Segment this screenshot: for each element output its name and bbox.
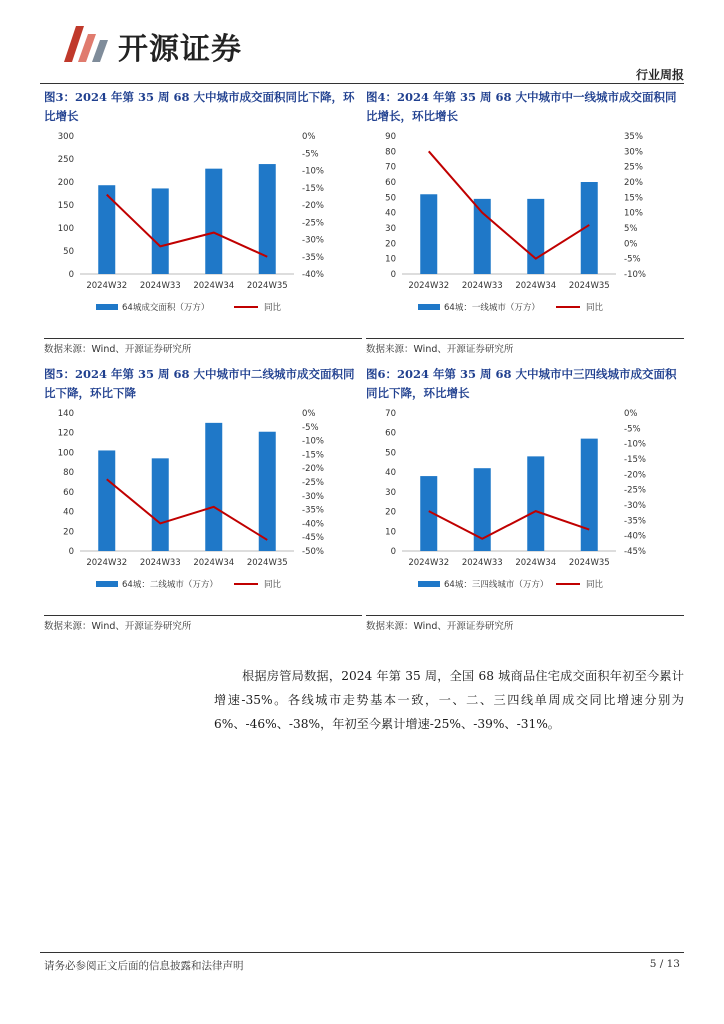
y-tick-label: 140 bbox=[57, 409, 74, 419]
y2-tick-label: -10% bbox=[624, 439, 646, 450]
y2-tick-label: -40% bbox=[302, 270, 324, 280]
legend-label: 同比 bbox=[264, 580, 282, 590]
y2-tick-label: 35% bbox=[624, 132, 643, 142]
y2-tick-label: -35% bbox=[302, 252, 324, 263]
body-paragraph: 根据房管局数据，2024 年第 35 周，全国 68 城商品住宅成交面积年初至今累计增速-35%。各线城市走势基本一致，一、二、三四线单周成交同比增速分别为 6%、-46%、-38%，年初至今累计增速-25%、-39%、-31%。 bbox=[214, 669, 684, 731]
x-tick-label: 2024W33 bbox=[139, 281, 181, 291]
y2-tick-label: -15% bbox=[302, 450, 324, 461]
legend-label: 64城：一线城市（万方） bbox=[444, 303, 540, 313]
figure-4 bbox=[366, 88, 684, 355]
bar bbox=[152, 188, 169, 274]
y2-tick-label: -35% bbox=[624, 516, 646, 527]
x-tick-label: 2024W34 bbox=[193, 558, 235, 568]
bar bbox=[259, 432, 276, 551]
y2-tick-label: -5% bbox=[302, 149, 319, 160]
y2-tick-label: -30% bbox=[624, 501, 646, 511]
figure-divider bbox=[44, 338, 362, 339]
legend-label: 64城：二线城市（万方） bbox=[122, 580, 218, 590]
bar bbox=[420, 194, 437, 274]
chart-figure-4 bbox=[366, 128, 684, 328]
legend-label: 同比 bbox=[264, 303, 282, 313]
x-tick-label: 2024W35 bbox=[246, 558, 288, 568]
bar bbox=[205, 423, 222, 551]
figure-title: 图3：2024 年第 35 周 68 大中城市成交面积同比下降，环比增长 bbox=[44, 90, 355, 123]
y-tick-label: 0 bbox=[68, 547, 74, 557]
y-tick-label: 200 bbox=[57, 178, 74, 188]
x-tick-label: 2024W34 bbox=[515, 558, 557, 568]
y2-tick-label: -30% bbox=[302, 491, 324, 502]
y-tick-label: 100 bbox=[57, 448, 74, 459]
y2-tick-label: -20% bbox=[302, 201, 324, 211]
x-tick-label: 2024W35 bbox=[568, 281, 610, 291]
y2-tick-label: 10% bbox=[624, 208, 643, 219]
y2-tick-label: 15% bbox=[624, 193, 643, 204]
y-tick-label: 20 bbox=[63, 527, 74, 538]
y-tick-label: 50 bbox=[63, 247, 74, 257]
y-tick-label: 30 bbox=[385, 487, 396, 498]
x-tick-label: 2024W35 bbox=[568, 558, 610, 568]
figure-source: 数据来源：Wind、开源证券研究所 bbox=[366, 621, 514, 632]
bar bbox=[527, 456, 544, 551]
y2-tick-label: -45% bbox=[302, 533, 324, 544]
y2-tick-label: 0% bbox=[624, 239, 638, 250]
y2-tick-label: -45% bbox=[624, 547, 646, 557]
y-tick-label: 0 bbox=[390, 547, 396, 557]
x-tick-label: 2024W34 bbox=[193, 281, 235, 291]
figure-5 bbox=[44, 365, 362, 632]
y2-tick-label: -35% bbox=[302, 505, 324, 516]
figure-title: 图4：2024 年第 35 周 68 大中城市中一线城市成交面积同比增长，环比增长 bbox=[366, 90, 677, 123]
y-tick-label: 10 bbox=[385, 527, 396, 538]
figure-divider bbox=[366, 615, 684, 616]
y2-tick-label: 30% bbox=[624, 147, 643, 158]
y2-tick-label: -10% bbox=[624, 270, 646, 280]
footer-divider bbox=[40, 952, 684, 953]
y-tick-label: 40 bbox=[385, 208, 396, 219]
header-divider bbox=[40, 83, 684, 84]
chart-figure-6 bbox=[366, 405, 684, 605]
legend-bar-swatch bbox=[96, 581, 118, 587]
figure-source: 数据来源：Wind、开源证券研究所 bbox=[44, 344, 192, 355]
y2-tick-label: -10% bbox=[302, 166, 324, 177]
yoy-line bbox=[107, 479, 268, 540]
y2-tick-label: -40% bbox=[624, 531, 646, 542]
y-tick-label: 50 bbox=[385, 448, 396, 459]
y-tick-label: 60 bbox=[63, 487, 74, 498]
y2-tick-label: -10% bbox=[302, 436, 324, 447]
page-number: 5 / 13 bbox=[649, 958, 680, 970]
y2-tick-label: -20% bbox=[624, 470, 646, 481]
x-tick-label: 2024W35 bbox=[246, 281, 288, 291]
y-tick-label: 60 bbox=[385, 178, 396, 188]
y2-tick-label: -15% bbox=[624, 455, 646, 465]
y2-tick-label: 20% bbox=[624, 178, 643, 188]
legend-label: 64城：三四线城市（万方） bbox=[444, 580, 549, 590]
y2-tick-label: -5% bbox=[302, 422, 319, 433]
legend-bar-swatch bbox=[418, 304, 440, 310]
y-tick-label: 40 bbox=[63, 507, 74, 518]
y-tick-label: 80 bbox=[385, 147, 396, 158]
y2-tick-label: 5% bbox=[624, 224, 638, 234]
brand-name: 开源证券 bbox=[118, 32, 242, 67]
y-tick-label: 150 bbox=[57, 201, 74, 211]
y2-tick-label: -25% bbox=[302, 218, 324, 229]
legend-label: 64城成交面积（万方） bbox=[122, 303, 210, 313]
bar bbox=[474, 199, 491, 274]
x-tick-label: 2024W32 bbox=[86, 558, 128, 568]
figure-title: 图5：2024 年第 35 周 68 大中城市中二线城市成交面积同比下降，环比下降 bbox=[44, 367, 355, 400]
y-tick-label: 100 bbox=[57, 224, 74, 234]
y-tick-label: 60 bbox=[385, 428, 396, 439]
figure-divider bbox=[44, 615, 362, 616]
y-tick-label: 50 bbox=[385, 193, 396, 204]
y2-tick-label: -25% bbox=[624, 485, 646, 496]
y2-tick-label: -50% bbox=[302, 547, 324, 557]
y2-tick-label: -5% bbox=[624, 254, 641, 265]
bar bbox=[152, 458, 169, 551]
y2-tick-label: 0% bbox=[302, 409, 316, 419]
y-tick-label: 70 bbox=[385, 409, 396, 419]
x-tick-label: 2024W33 bbox=[461, 281, 503, 291]
chart-figure-5 bbox=[44, 405, 362, 605]
figure-title: 图6：2024 年第 35 周 68 大中城市中三四线城市成交面积同比下降，环比增长 bbox=[366, 367, 677, 400]
bar bbox=[527, 199, 544, 274]
y2-tick-label: -5% bbox=[624, 424, 641, 435]
bar bbox=[581, 439, 598, 551]
chart-figure-3 bbox=[44, 128, 362, 328]
y-tick-label: 80 bbox=[63, 468, 74, 479]
y2-tick-label: -40% bbox=[302, 519, 324, 530]
y2-tick-label: 0% bbox=[302, 132, 316, 142]
x-tick-label: 2024W32 bbox=[86, 281, 128, 291]
y-tick-label: 20 bbox=[385, 507, 396, 518]
x-tick-label: 2024W32 bbox=[408, 281, 450, 291]
report-type-tag: 行业周报 bbox=[635, 68, 684, 82]
bar bbox=[98, 185, 115, 274]
y2-tick-label: -30% bbox=[302, 235, 324, 246]
y-tick-label: 20 bbox=[385, 239, 396, 250]
bar bbox=[98, 450, 115, 551]
x-tick-label: 2024W34 bbox=[515, 281, 557, 291]
y-tick-label: 120 bbox=[57, 428, 74, 439]
legend-label: 同比 bbox=[586, 303, 604, 313]
footer-disclaimer: 请务必参阅正文后面的信息披露和法律声明 bbox=[44, 960, 244, 972]
y-tick-label: 300 bbox=[57, 132, 74, 142]
legend-bar-swatch bbox=[418, 581, 440, 587]
y-tick-label: 70 bbox=[385, 162, 396, 173]
x-tick-label: 2024W33 bbox=[461, 558, 503, 568]
y2-tick-label: -25% bbox=[302, 478, 324, 488]
figure-6 bbox=[366, 365, 684, 632]
y2-tick-label: 25% bbox=[624, 162, 643, 173]
x-tick-label: 2024W33 bbox=[139, 558, 181, 568]
y-tick-label: 90 bbox=[385, 132, 396, 142]
figure-divider bbox=[366, 338, 684, 339]
y2-tick-label: -20% bbox=[302, 464, 324, 475]
bar bbox=[259, 164, 276, 274]
figure-3 bbox=[44, 88, 362, 355]
y-tick-label: 10 bbox=[385, 254, 396, 265]
bar bbox=[205, 169, 222, 274]
legend-bar-swatch bbox=[96, 304, 118, 310]
y-tick-label: 40 bbox=[385, 468, 396, 479]
legend-label: 同比 bbox=[586, 580, 604, 590]
yoy-line bbox=[107, 195, 268, 257]
yoy-line bbox=[429, 151, 590, 258]
kaiyuan-logo-icon bbox=[58, 22, 118, 68]
y-tick-label: 30 bbox=[385, 224, 396, 234]
yoy-line bbox=[429, 511, 590, 539]
y2-tick-label: -15% bbox=[302, 183, 324, 194]
y-tick-label: 250 bbox=[57, 155, 74, 165]
y-tick-label: 0 bbox=[390, 270, 396, 280]
y-tick-label: 0 bbox=[68, 270, 74, 280]
x-tick-label: 2024W32 bbox=[408, 558, 450, 568]
figure-source: 数据来源：Wind、开源证券研究所 bbox=[44, 621, 192, 632]
figure-source: 数据来源：Wind、开源证券研究所 bbox=[366, 344, 514, 355]
y2-tick-label: 0% bbox=[624, 409, 638, 419]
